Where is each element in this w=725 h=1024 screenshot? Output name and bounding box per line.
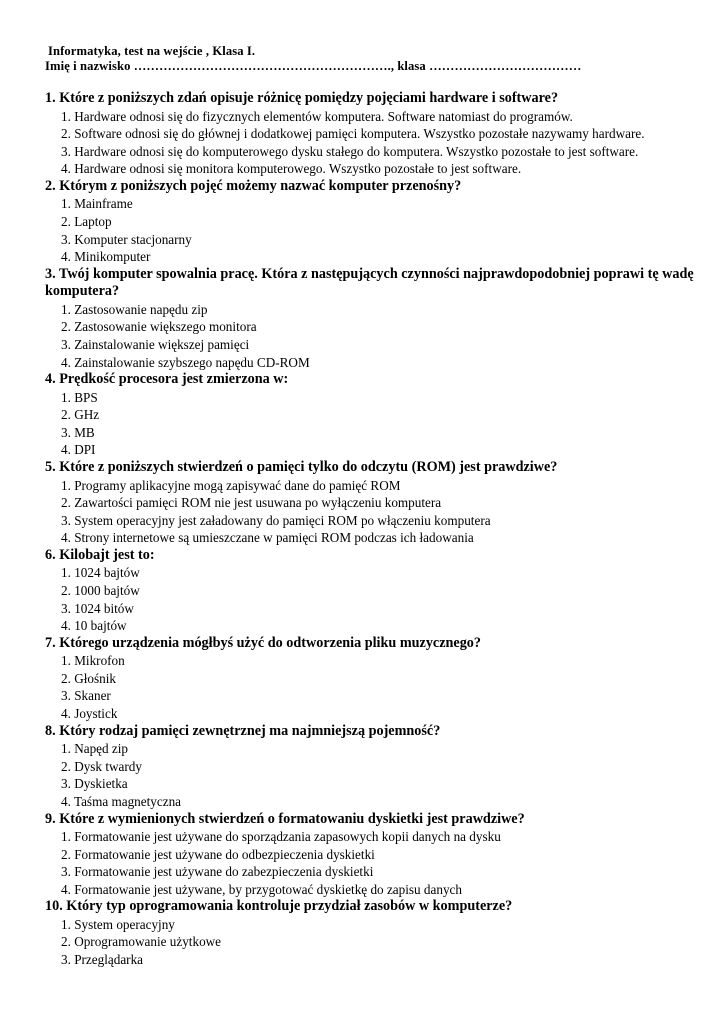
answer-options (45, 389, 695, 459)
answer-options (45, 477, 695, 547)
answer-option: 2. Zastosowanie większego monitora (61, 319, 257, 335)
answer-option: 3. Zainstalowanie większej pamięci (61, 336, 250, 352)
answer-option: 1. Formatowanie jest używane do sporządzania zapasowych kopii danych na dysku (61, 829, 501, 844)
question-text: 8. Który rodzaj pamięci zewnętrznej ma najmniejszą pojemność? (45, 722, 441, 739)
answer-option: 1. System operacyjny (61, 916, 175, 932)
question-1 (45, 90, 695, 178)
answer-option: 2. Zawartości pamięci ROM nie jest usuwana po wyłączeniu komputera (61, 495, 442, 511)
question-text: 10. Który typ oprogramowania kontroluje przydział zasobów w komputerze? (45, 898, 513, 915)
answer-option: 4. 10 bajtów (61, 618, 127, 634)
answer-options (45, 108, 695, 178)
answer-option: 1. Napęd zip (61, 741, 129, 757)
answer-option: 1. BPS (61, 389, 98, 405)
question-3 (45, 266, 695, 371)
answer-option: 3. Hardware odnosi się do komputerowego dysku stałego do komputera. Wszystko pozostałe to jest software. (61, 143, 639, 159)
answer-options (45, 740, 695, 810)
question-8 (45, 723, 695, 811)
answer-options (45, 301, 695, 371)
answer-option: 3. 1024 bitów (61, 600, 134, 616)
answer-option: 1. Zastosowanie napędu zip (61, 301, 208, 317)
question-7 (45, 635, 695, 723)
answer-option: 1. 1024 bajtów (61, 565, 140, 581)
answer-option: 2. GHz (61, 407, 100, 423)
answer-option: 4. Strony internetowe są umieszczane w pamięci ROM podczas ich ładowania (61, 530, 474, 546)
answer-options (45, 652, 695, 722)
answer-option: 4. Zainstalowanie szybszego napędu CD-ROM (61, 354, 310, 370)
question-6 (45, 547, 695, 635)
question-10 (45, 898, 695, 968)
answer-option: 3. Formatowanie jest używane do zabezpieczenia dyskietki (61, 864, 374, 880)
answer-option: 4. DPI (61, 442, 96, 458)
answer-option: 2. Oprogramowanie użytkowe (61, 934, 222, 950)
answer-option: 1. Mikrofon (61, 653, 125, 669)
question-text: 3. Twój komputer spowalnia pracę. Która z następujących czynności najprawdopodobniej poprawi tę wadę komputera? (45, 265, 694, 300)
answer-option: 3. Skaner (61, 688, 111, 704)
answer-option: 4. Minikomputer (61, 249, 151, 265)
question-text: 7. Którego urządzenia mógłbyś użyć do odtworzenia pliku muzycznego? (45, 634, 481, 651)
answer-option: 3. Dyskietka (61, 776, 128, 792)
question-text: 2. Którym z poniższych pojęć możemy nazwać komputer przenośny? (45, 177, 462, 194)
answer-option: 3. MB (61, 424, 95, 440)
answer-option: 2. Głośnik (61, 670, 116, 686)
question-text: 5. Które z poniższych stwierdzeń o pamięci tylko do odczytu (ROM) jest prawdziwe? (45, 459, 558, 475)
test-title: Informatyka, test na wejście , Klasa I. (48, 44, 256, 58)
question-4 (45, 371, 695, 459)
answer-option: 3. Komputer stacjonarny (61, 231, 192, 247)
answer-option: 1. Hardware odnosi się do fizycznych elementów komputera. Software natomiast do programów. (61, 108, 573, 124)
answer-option: 3. System operacyjny jest załadowany do pamięci ROM po włączeniu komputera (61, 512, 491, 528)
answer-option: 4. Formatowanie jest używane, by przygotować dyskietkę do zapisu danych (61, 881, 463, 897)
question-5 (45, 459, 695, 547)
question-text: 9. Które z wymienionych stwierdzeń o formatowaniu dyskietki jest prawdziwe? (45, 810, 525, 827)
question-text: 6. Kilobajt jest to: (45, 546, 155, 563)
answer-options (45, 828, 695, 898)
answer-option: 2. 1000 bajtów (61, 582, 140, 598)
answer-option: 4. Taśma magnetyczna (61, 793, 182, 809)
answer-option: 2. Formatowanie jest używane do odbezpieczenia dyskietki (61, 846, 375, 862)
answer-options (45, 916, 695, 969)
answer-option: 2. Software odnosi się do głównej i dodatkowej pamięci komputera. Wszystko pozostałe nazywamy hardware. (61, 126, 645, 142)
answer-option: 4. Hardware odnosi się monitora komputerowego. Wszystko pozostałe to jest software. (61, 161, 522, 177)
question-9 (45, 811, 695, 899)
question-text: 1. Które z poniższych zdań opisuje różnicę pomiędzy pojęciami hardware i software? (45, 90, 559, 106)
answer-option: 4. Joystick (61, 706, 118, 722)
answer-options (45, 564, 695, 634)
test-header (45, 44, 695, 74)
question-list (45, 90, 695, 969)
name-class-line: Imię i nazwisko ……………………………………………………., klasa ……………………………… (45, 59, 582, 73)
question-2 (45, 178, 695, 266)
answer-options (45, 195, 695, 265)
answer-option: 3. Przeglądarka (61, 952, 144, 968)
answer-option: 1. Mainframe (61, 196, 133, 212)
answer-option: 1. Programy aplikacyjne mogą zapisywać dane do pamięć ROM (61, 477, 401, 493)
question-text: 4. Prędkość procesora jest zmierzona w: (45, 371, 289, 388)
answer-option: 2. Dysk twardy (61, 758, 142, 774)
answer-option: 2. Laptop (61, 213, 112, 229)
